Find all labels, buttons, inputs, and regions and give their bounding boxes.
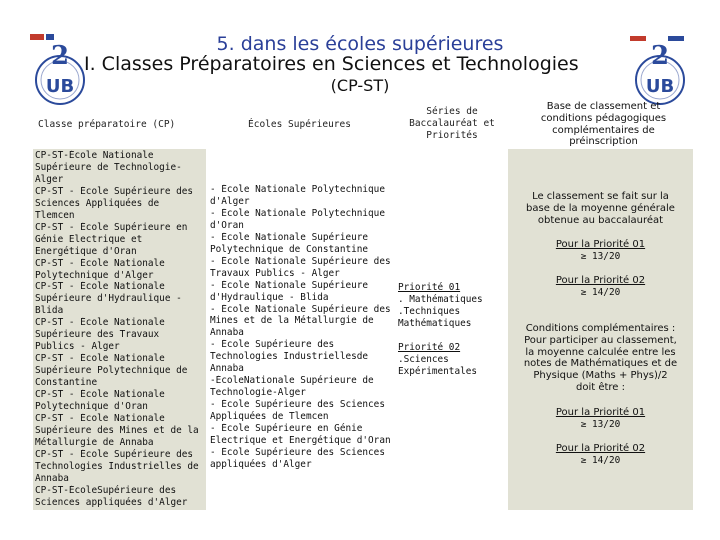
- ecole-line: - École Supérieure des Sciences: [210, 399, 385, 411]
- cp-line: CP-ST - École Nationale: [35, 257, 165, 269]
- cp-line: CP-ST - École Supérieure des: [35, 448, 194, 460]
- cp-line: Supérieure Polytechnique de: [35, 365, 188, 377]
- cp-line: Génie Electrique et: [35, 233, 143, 245]
- cp-line: CP-ST - École Nationale: [35, 281, 165, 293]
- series-line: Expérimentales: [398, 365, 478, 377]
- cp-line: Métallurgie de Annaba: [35, 436, 154, 448]
- column-header-base: Base de classement et conditions pédagogiques complémentaires de préinscription: [540, 101, 667, 148]
- ecole-line: d'Alger: [210, 195, 250, 207]
- ecole-line: appliquées d'Alger: [210, 458, 312, 470]
- cp-line: Supérieure des Travaux: [35, 329, 160, 341]
- condition-2-threshold: Pour la Priorité 02: [555, 443, 646, 454]
- conditions-complementaires: Conditions complémentaires : Pour participer au classement, la moyenne calculée entre les notes de Mathématiques et de Physique (Maths + Phys)/2 doit être :: [523, 323, 678, 393]
- cp-line: CP-ST - École Supérieure en: [35, 221, 188, 233]
- cp-line: CP-ST-ÉcoleSupérieure des: [35, 484, 177, 496]
- ecole-line: Technologies Industriellesde: [210, 351, 369, 363]
- ecole-line: -ÉcoleNationale Supérieure de: [210, 375, 374, 387]
- svg-text:2: 2: [650, 41, 670, 71]
- cp-line: Sciences appliquées d'Alger: [35, 496, 188, 508]
- ecole-line: Technologie-Alger: [210, 387, 306, 399]
- priority-2-threshold: Pour la Priorité 02: [555, 275, 646, 286]
- ecole-line: - École Nationale Polytechnique: [210, 207, 385, 219]
- cp-line: Technologies Industrielles de: [35, 460, 199, 472]
- series-line: . Mathématiques: [398, 293, 483, 305]
- column-header-cp: Classe préparatoire (CP): [38, 119, 176, 130]
- ecole-line: Annaba: [210, 327, 244, 339]
- column-header-ecoles: Écoles Supérieures: [248, 119, 351, 130]
- priority-1-threshold: Pour la Priorité 01: [555, 239, 646, 250]
- ecole-line: - École Nationale Polytechnique: [210, 184, 385, 195]
- priority-2-title: Priorité 02: [398, 341, 461, 353]
- cp-line: Energétique d'Oran: [35, 245, 137, 257]
- ecole-line: Mines et de la Métallurgie de: [210, 315, 374, 327]
- svg-text:2: 2: [50, 41, 70, 71]
- svg-text:UB: UB: [645, 76, 675, 97]
- ecole-line: d'Oran: [210, 219, 244, 231]
- cp-line: Supérieure d'Hydraulique -: [35, 293, 182, 305]
- ecole-line: - École Nationale Supérieure: [210, 279, 369, 291]
- series-line: Mathématiques: [398, 317, 472, 329]
- section-title: 5. dans les écoles supérieures: [216, 33, 504, 55]
- ecoles-list: [210, 184, 400, 471]
- cp-line: CP-ST - École Nationale: [35, 317, 165, 329]
- cp-line: Sciences Appliquées de: [35, 197, 160, 209]
- series-line: .Techniques: [398, 305, 461, 317]
- cp-list: [35, 150, 207, 509]
- svg-text:UB: UB: [45, 76, 75, 97]
- condition-1-value: ≥ 13/20: [580, 419, 621, 430]
- priority-2-value: ≥ 14/20: [580, 287, 621, 298]
- cp-line: CP-ST-École Nationale: [35, 150, 154, 161]
- series-line: .Sciences: [398, 353, 449, 365]
- priority-1-value: ≥ 13/20: [580, 251, 621, 262]
- ecole-line: - École Supérieure des: [210, 339, 335, 351]
- cp-line: Polytechnique d'Oran: [35, 401, 148, 413]
- cp-line: Constantine: [35, 377, 98, 389]
- page-title: I. Classes Préparatoires en Sciences et Technologies: [84, 53, 579, 75]
- ecole-line: Travaux Publics - Alger: [210, 267, 340, 279]
- cp-line: Tlemcen: [35, 209, 75, 221]
- ecole-line: - École Nationale Supérieure des: [210, 255, 391, 267]
- cp-line: CP-ST - École Nationale: [35, 353, 165, 365]
- cp-line: Annaba: [35, 472, 69, 484]
- classement-intro: Le classement se fait sur la base de la moyenne générale obtenue au baccalauréat: [526, 191, 675, 226]
- ecole-line: - École Nationale Supérieure des: [210, 303, 391, 315]
- cp-line: Publics - Alger: [35, 341, 120, 353]
- series-priorites: [398, 282, 508, 378]
- condition-1-threshold: Pour la Priorité 01: [555, 407, 646, 418]
- column-header-series: Séries de Baccalauréat et Priorités: [409, 106, 495, 141]
- condition-2-value: ≥ 14/20: [580, 455, 621, 466]
- cp-line: Supérieure de Technologie-: [35, 161, 182, 173]
- page-subtitle: (CP-ST): [330, 76, 390, 95]
- ecole-line: Polytechnique de Constantine: [210, 243, 369, 255]
- cp-line: Supérieure des Mines et de la: [35, 424, 199, 436]
- ecole-line: Appliquées de Tlemcen: [210, 411, 329, 423]
- cp-line: Alger: [35, 173, 64, 185]
- cp-line: Polytechnique d'Alger: [35, 269, 154, 281]
- ecole-line: - École Nationale Supérieure: [210, 231, 369, 243]
- cp-line: Blida: [35, 305, 64, 317]
- priority-1-title: Priorité 01: [398, 282, 461, 293]
- cp-line: CP-ST - École Supérieure des: [35, 185, 194, 197]
- ecole-line: d'Hydraulique - Blida: [210, 291, 329, 303]
- cp-line: CP-ST - École Nationale: [35, 389, 165, 401]
- cp-line: CP-ST - École Nationale: [35, 412, 165, 424]
- ecole-line: Annaba: [210, 363, 244, 375]
- ecole-line: - École Supérieure en Génie: [210, 423, 363, 435]
- ecole-line: - École Supérieure des Sciences: [210, 446, 385, 458]
- ecole-line: Electrique et Energétique d'Oran: [210, 435, 391, 447]
